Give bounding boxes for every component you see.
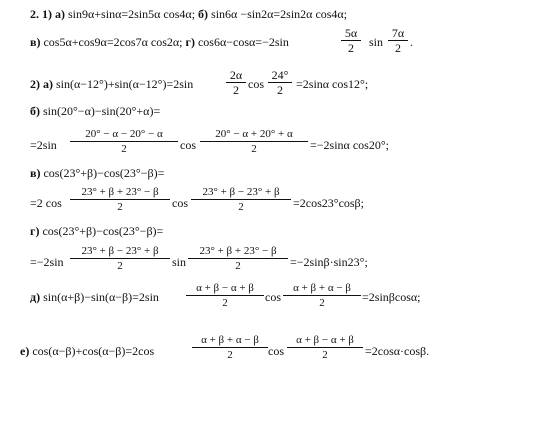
fraction-bar [287,347,363,348]
expr-text: =−2sin [30,255,64,269]
identity-1a: sin9α+sinα=2sin5α cos4α; [68,7,196,21]
numerator: 5α [344,26,358,40]
result-text: =−2sinα cos20°; [310,138,389,152]
fraction-2a-over-2 [226,69,246,96]
numerator: 23° + β + 23° − β [199,245,277,257]
fraction-bar [70,141,178,142]
part2-a-line [30,77,193,91]
cos-text [265,290,281,304]
numerator: α + β − α + β [296,334,354,346]
fraction-b2 [200,128,308,155]
part2-v-pre [30,196,62,210]
fraction-bar [191,199,291,200]
denominator: 2 [227,349,233,361]
cos-text [172,196,188,210]
denominator: 2 [251,143,257,155]
numerator: 23° + β − 23° + β [202,186,280,198]
fraction-5a-over-2 [341,27,361,54]
result-text: =−2sinβ·sin23°; [290,255,368,269]
expr-text: =2sin [30,138,57,152]
fraction-g1 [70,245,170,272]
cos-label: cos [265,290,281,304]
period [410,35,413,49]
sin-label: sin [172,255,187,269]
denominator: 2 [117,260,123,272]
result-2d [362,290,421,304]
sin-text [172,255,186,269]
label-1g: г) [185,35,195,49]
numerator: 24° [271,68,289,82]
numerator: 7α [391,26,405,40]
fraction-24-over-2 [268,69,292,96]
part2-b-pre [30,138,57,152]
cos-text [180,138,196,152]
label-2d: д) [30,290,41,304]
label-2v: в) [30,166,41,180]
denominator: 2 [222,297,228,309]
result-2a [296,77,368,91]
numerator: α + β + α − β [293,282,351,294]
label-2b: б) [30,104,40,118]
numerator: 2α [229,68,243,82]
identity-1b: sin6α −sin2α=2sin2α cos4α; [211,7,348,21]
expr-2v: cos(23°+β)−cos(23°−β)= [43,166,165,180]
fraction-bar [70,199,170,200]
denominator: 2 [235,260,241,272]
identity-1g-start: cos6α−cosα=−2sin [197,35,289,49]
fraction-d2 [283,282,361,309]
denominator: 2 [395,41,401,55]
denominator: 2 [319,297,325,309]
cos-text [268,344,284,358]
numerator: 20° − α − 20° − α [85,128,163,140]
result-2v [293,196,364,210]
expr-2b: sin(20°−α)−sin(20°+α)= [43,104,161,118]
denominator: 2 [233,83,239,97]
numerator: 20° − α + 20° + α [215,128,293,140]
part1-line-v-g [30,35,289,49]
numerator: 23° + β − 23° + β [81,245,159,257]
result-2e [365,344,429,358]
fraction-bar [192,347,268,348]
fraction-e2 [287,334,363,361]
denominator: 2 [348,41,354,55]
part2-d-line [30,290,159,304]
fraction-bar [186,295,264,296]
fraction-bar [188,258,288,259]
fraction-g2 [188,245,288,272]
part2-v-line [30,166,164,180]
part2-e-line [20,344,154,358]
label-2g: г) [30,224,40,238]
numerator: 23° + β + 23° − β [81,186,159,198]
part2-b-line [30,104,160,118]
fraction-d1 [186,282,264,309]
numerator: α + β − α + β [196,282,254,294]
cos-label: cos [180,138,196,152]
denominator: 2 [121,143,127,155]
expr-2e-start: cos(α−β)+cos(α−β)=2cos [32,344,155,358]
cos-label: cos [268,344,284,358]
fraction-bar [283,295,361,296]
sin-text: sin [369,35,384,49]
label-2-1-a: 2. 1) а) [30,7,65,21]
fraction-b1 [70,128,178,155]
fraction-v2 [191,186,291,213]
fraction-v1 [70,186,170,213]
cos-label: cos [172,196,188,210]
label-1b: б) [198,7,209,21]
denominator: 2 [238,201,244,213]
cos-label: cos [248,77,264,91]
expr-2g: cos(23°+β)−cos(23°−β)= [42,224,164,238]
result-text: =2sinβcosα; [362,290,421,304]
label-1v: в) [30,35,41,49]
denominator: 2 [322,349,328,361]
denominator: 2 [117,201,123,213]
label-2e: е) [20,344,30,358]
part1-g-sin [369,35,383,49]
fraction-7a-over-2 [388,27,408,54]
identity-1v: cos5α+cos9α=2cos7α cos2α; [43,35,183,49]
result-2b [310,138,389,152]
part1-line-a-b [30,7,347,21]
fraction-bar [70,258,170,259]
result-2g [290,255,368,269]
part2-g-pre [30,255,64,269]
result-text: =2sinα cos12°; [296,77,369,91]
denominator: 2 [277,83,283,97]
label-2a: 2) а) [30,77,53,91]
result-text: =2cosα·cosβ. [365,344,430,358]
tail-text: . [410,35,413,49]
cos-text [248,77,264,91]
numerator: α + β + α − β [201,334,259,346]
fraction-e1 [192,334,268,361]
part2-g-line [30,224,163,238]
fraction-bar [200,141,308,142]
expr-text: =2 cos [30,196,62,210]
result-text: =2cos23°cosβ; [293,196,364,210]
expr-2a-start: sin(α−12°)+sin(α−12°)=2sin [56,77,194,91]
expr-2d-start: sin(α+β)−sin(α−β)=2sin [43,290,159,304]
